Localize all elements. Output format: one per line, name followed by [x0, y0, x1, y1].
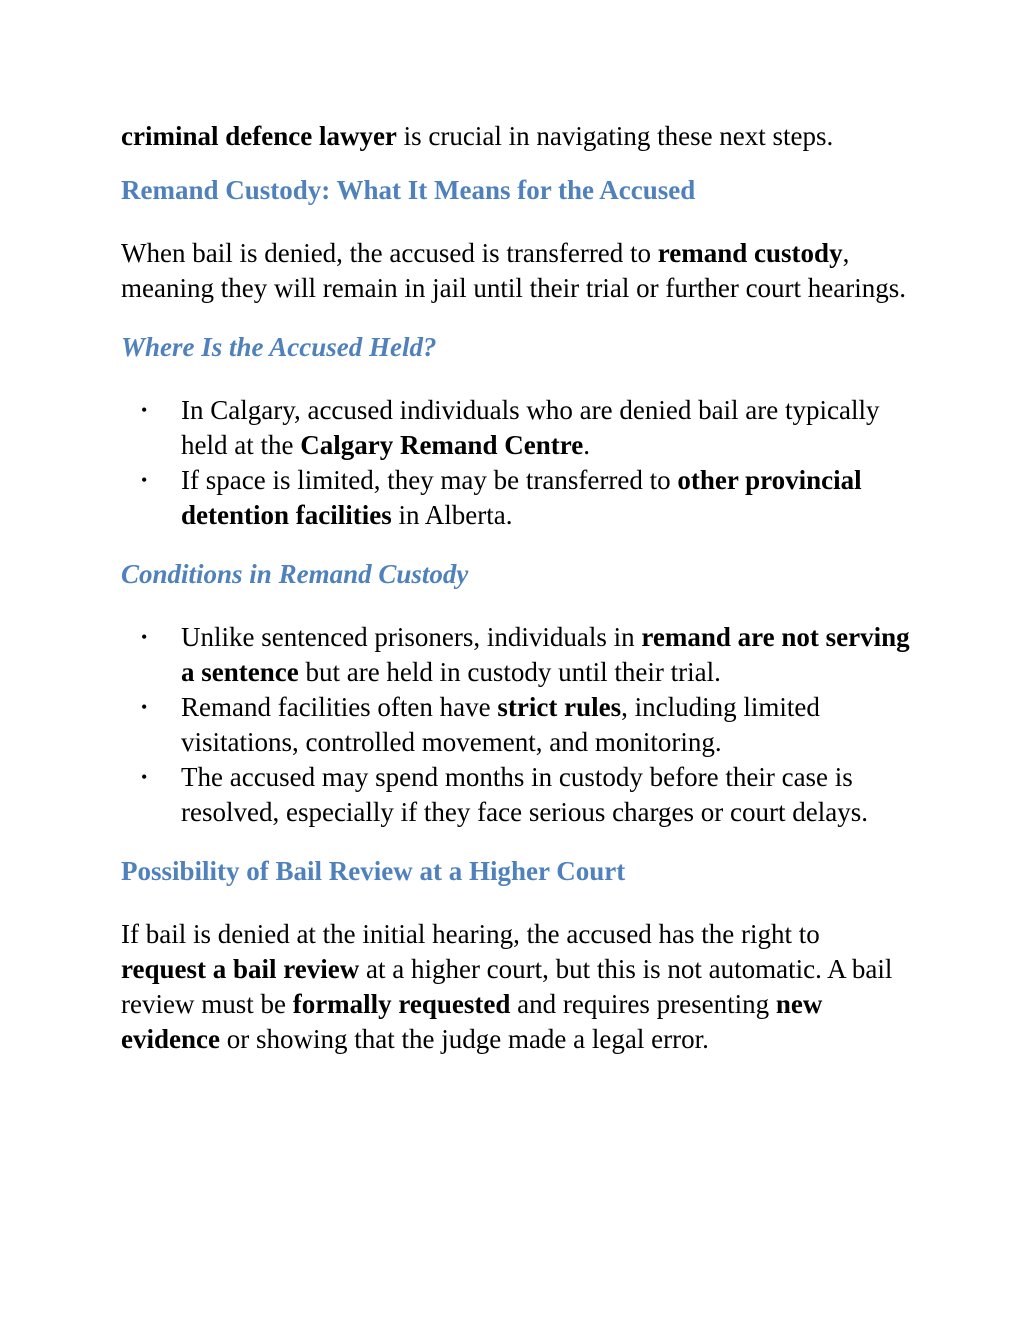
review-bold-2: formally requested: [292, 989, 511, 1019]
list-item: [121, 760, 911, 830]
list-item: [121, 393, 911, 463]
bullet-icon: •: [141, 470, 148, 490]
review-text-4: or showing that the judge made a legal error.: [219, 1024, 709, 1054]
item-bold: remand are not serving a sentence: [181, 622, 910, 687]
bullet-icon: •: [141, 767, 148, 787]
review-text-1: If bail is denied at the initial hearing, the accused has the right to: [121, 919, 820, 949]
intro-text: is crucial in navigating these next steps.: [396, 121, 834, 151]
remand-bold-1: remand custody: [657, 238, 843, 268]
conditions-list: [121, 620, 911, 830]
review-bold-3: new evidence: [121, 989, 823, 1054]
review-text-2: at a higher court, but this is not automatic. A bail review must be: [121, 954, 893, 1019]
list-item: [121, 620, 911, 690]
bail-review-paragraph: [121, 917, 911, 1057]
heading-remand-custody: Remand Custody: What It Means for the Accused: [121, 175, 696, 205]
bullet-icon: •: [141, 697, 148, 717]
list-item: [121, 690, 911, 760]
item-text: Remand facilities often have: [181, 692, 498, 722]
remand-text-1: When bail is denied, the accused is transferred to: [121, 238, 658, 268]
remand-paragraph: [121, 236, 911, 306]
item-text: in Alberta.: [391, 500, 513, 530]
review-text-3: and requires presenting: [510, 989, 776, 1019]
bullet-icon: •: [141, 400, 148, 420]
review-bold-1: request a bail review: [121, 954, 360, 984]
heading-conditions: Conditions in Remand Custody: [121, 559, 469, 589]
intro-bold: criminal defence lawyer: [121, 121, 397, 151]
heading-bail-review: Possibility of Bail Review at a Higher Court: [121, 856, 626, 886]
list-item: [121, 463, 911, 533]
item-text: .: [583, 430, 590, 460]
item-bold: strict rules: [497, 692, 622, 722]
remand-text-2: , meaning they will remain in jail until their trial or further court hearings.: [121, 238, 907, 303]
document-page: [121, 119, 911, 1057]
where-held-list: [121, 393, 911, 533]
item-text: The accused may spend months in custody before their case is resolved, especially if they face serious charges or court delays.: [181, 762, 868, 827]
bullet-icon: •: [141, 627, 148, 647]
heading-where-held: Where Is the Accused Held?: [121, 332, 437, 362]
item-text: but are held in custody until their trial.: [298, 657, 721, 687]
item-text: In Calgary, accused individuals who are denied bail are typically held at the: [181, 395, 880, 460]
item-bold: Calgary Remand Centre: [300, 430, 584, 460]
item-text: If space is limited, they may be transferred to: [181, 465, 678, 495]
item-text: , including limited visitations, controlled movement, and monitoring.: [181, 692, 820, 757]
item-text: Unlike sentenced prisoners, individuals in: [181, 622, 642, 652]
intro-paragraph: [121, 119, 911, 154]
item-bold: other provincial detention facilities: [181, 465, 862, 530]
